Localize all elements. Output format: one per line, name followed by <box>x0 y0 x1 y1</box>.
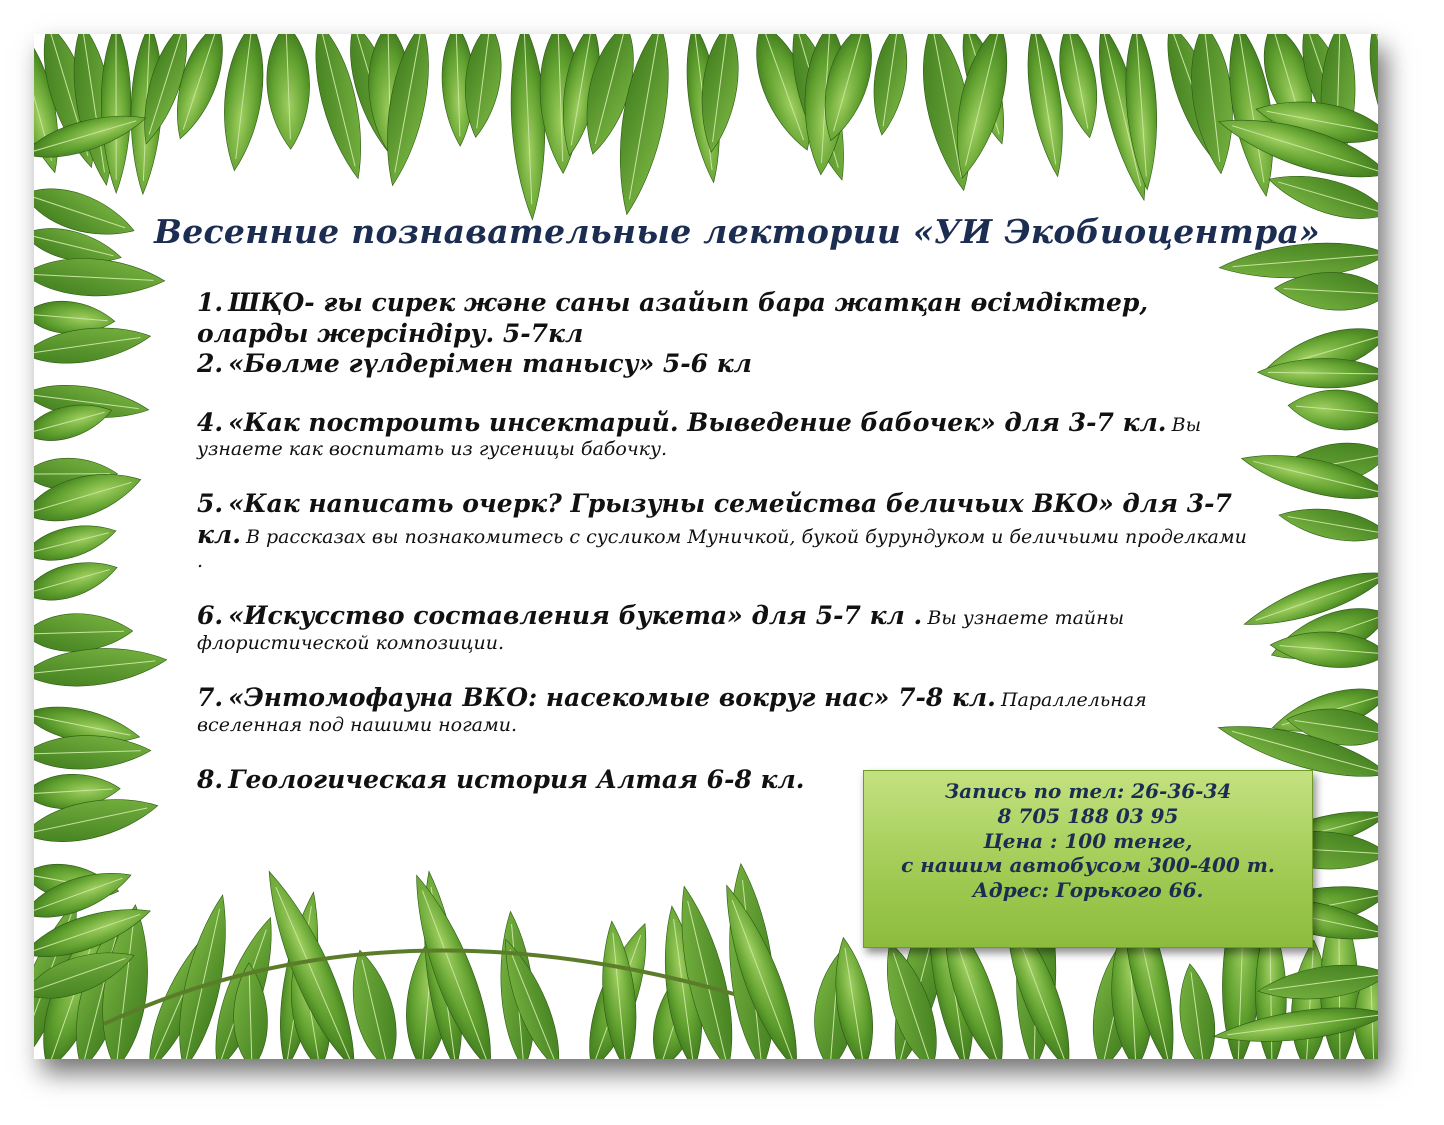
lecture-title: «Как написать очерк? Грызуны семейства беличьих ВКО» для 3-7 кл. <box>197 489 1232 549</box>
lecture-list <box>197 288 1257 795</box>
lecture-number: 1. <box>197 288 224 317</box>
fern-leaf <box>216 34 270 173</box>
lecture-description: Вы узнаете как воспитать из гусеницы бабочку. <box>197 413 1202 460</box>
poster <box>34 34 1378 1059</box>
fern-leaf <box>1173 962 1220 1059</box>
contact-mobile: 8 705 188 03 95 <box>997 803 1179 828</box>
lecture-title: Геологическая история Алтая 6-8 кл. <box>228 764 805 794</box>
fern-leaf <box>867 34 914 137</box>
lecture-item <box>197 349 1257 380</box>
contact-phone: Запись по тел: 26-36-34 <box>944 779 1232 803</box>
lecture-item <box>197 408 1257 462</box>
lecture-title: «Как построить инсектарий. Выведение бабочек» для 3-7 кл. <box>228 407 1167 437</box>
fern-leaf <box>1286 386 1378 434</box>
lecture-number: 2. <box>197 349 224 378</box>
lecture-title: «Энтомофауна ВКО: насекомые вокруг нас» 7-8 кл. <box>228 683 996 713</box>
contact-info-box <box>863 770 1313 948</box>
lecture-description: В рассказах вы познакомитесь с сусликом Муничкой, букой бурундуком и беличьими проделками . <box>197 525 1247 573</box>
lecture-item <box>197 601 1257 655</box>
lecture-title: «Бөлме гүлдерімен танысу» 5-6 кл <box>228 349 752 378</box>
lecture-description: Параллельная вселенная под нашими ногами. <box>197 689 1147 736</box>
lecture-number: 6. <box>197 601 224 631</box>
lecture-number: 8. <box>197 764 224 794</box>
page-title: Весенние познавательные лектории «УИ Экобиоцентра» <box>154 212 1321 251</box>
lecture-title: «Искусство составления букета» для 5-7 кл . <box>228 601 923 631</box>
lecture-description: Вы узнаете тайны флористической композиции. <box>197 607 1125 654</box>
contact-bus-price: с нашим автобусом 300-400 т. <box>901 853 1275 878</box>
lecture-item <box>197 288 1257 349</box>
lecture-item <box>197 683 1257 737</box>
contact-price: Цена : 100 тенге, <box>983 828 1193 853</box>
lecture-number: 5. <box>197 489 224 519</box>
lecture-number: 7. <box>197 683 224 713</box>
fern-leaf <box>34 516 120 568</box>
fern-leaf <box>1276 501 1378 548</box>
lecture-item <box>197 489 1257 573</box>
lecture-title: ШҚО- ғы сирек және саны азайып бара жатқан өсімдіктер, оларды жерсіндіру. 5-7кл <box>197 288 1149 348</box>
lecture-number: 4. <box>197 407 224 437</box>
contact-address: Адрес: Горького 66. <box>972 878 1204 903</box>
